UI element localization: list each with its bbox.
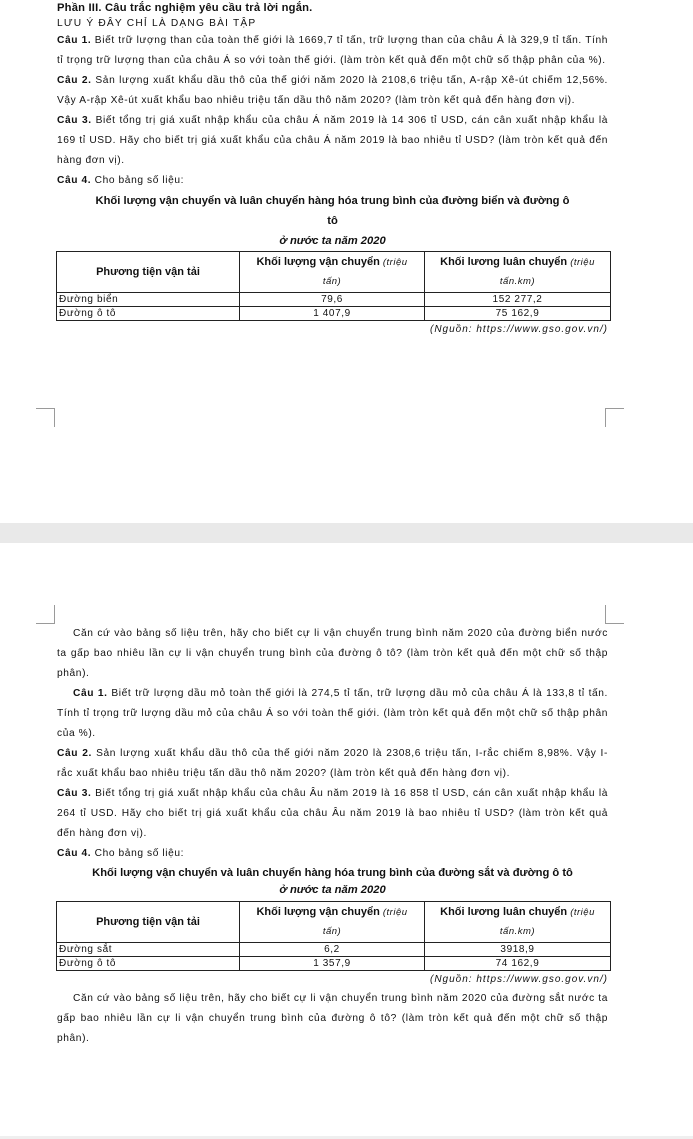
header-turnover [425, 252, 611, 293]
page-gap [0, 523, 693, 543]
header-volume-label: Khối lượng vận chuyển [256, 906, 380, 918]
question-4-text: Cho bảng số liệu: [91, 175, 185, 186]
table-1-title-line-3: ở nước ta năm 2020 [279, 235, 386, 247]
header-volume-unit-b: tấn) [322, 926, 342, 937]
header-volume-unit-a: (triệu [382, 907, 408, 918]
question-3-label: Câu 3. [57, 115, 92, 126]
question-1-text: Biết trữ lượng dầu mỏ toàn thế giới là 274,5 tỉ tấn, trữ lượng dầu mỏ của châu Á là 133,8 tỉ tấn. Tính tỉ trọng trữ lượng dầu mỏ của châu Á so với toàn thế giới. (làm tròn kết quả đến một chữ số thập phân của %). [57, 688, 608, 739]
page-2 [0, 543, 693, 1139]
row-name: Đường biển [57, 293, 240, 307]
question-1-label: Câu 1. [57, 35, 92, 46]
row-volume: 1 357,9 [240, 957, 425, 971]
page-2-content [57, 624, 608, 1049]
header-volume [240, 252, 425, 293]
table-header-row [57, 902, 611, 943]
page-corner-mark [36, 408, 55, 427]
table-row [57, 293, 611, 307]
page-1 [0, 0, 693, 523]
table-2-question: Căn cứ vào bảng số liệu trên, hãy cho biết cự li vận chuyển trung bình năm 2020 của đường sắt nước ta gấp bao nhiêu lần cự li vận chuyển trung bình của đường ô tô? (làm tròn kết quả đến một chữ số thập phân). [57, 993, 608, 1044]
header-transport: Phương tiện vận tải [57, 252, 240, 293]
page-corner-mark [605, 408, 624, 427]
question-2 [57, 71, 608, 111]
question-1-label: Câu 1. [73, 688, 108, 699]
header-turnover-unit-a: (triệu [570, 907, 595, 918]
question-4 [57, 171, 608, 191]
question-1 [57, 31, 608, 71]
header-turnover-unit-b: tấn.km) [499, 926, 536, 937]
table-2 [56, 901, 611, 971]
row-turnover: 152 277,2 [425, 293, 611, 307]
table-1 [56, 251, 611, 321]
question-4-label: Câu 4. [57, 175, 92, 186]
row-volume: 1 407,9 [240, 307, 425, 321]
row-name: Đường sắt [57, 943, 240, 957]
row-turnover: 75 162,9 [425, 307, 611, 321]
row-volume: 6,2 [240, 943, 425, 957]
header-turnover-label: Khối lương luân chuyển [440, 906, 568, 918]
table-row [57, 943, 611, 957]
row-name: Đường ô tô [57, 957, 240, 971]
question-2-text: Sản lượng xuất khẩu dầu thô của thế giới năm 2020 là 2108,6 triệu tấn, A-rập Xê-út chiếm 12,56%. Vậy A-rập Xê-út xuất khẩu bao nhiêu triệu tấn dầu thô năm 2020? (làm tròn kết quả đến hàng đơn vị). [57, 75, 608, 106]
header-transport: Phương tiện vận tải [57, 902, 240, 943]
row-name: Đường ô tô [57, 307, 240, 321]
question-2-label: Câu 2. [57, 75, 92, 86]
section-heading: Phần III. Câu trắc nghiệm yêu cầu trả lời ngắn. [57, 2, 313, 14]
table-2-title-line-2: ở nước ta năm 2020 [279, 884, 386, 896]
question-3 [57, 784, 608, 844]
table-header-row [57, 252, 611, 293]
table-row [57, 957, 611, 971]
table-1-source: (Nguồn: https://www.gso.gov.vn/) [430, 324, 608, 335]
exercise-note: LƯU Ý ĐÂY CHỈ LÀ DẠNG BÀI TẬP [57, 18, 257, 29]
header-volume-unit-a: (triệu [382, 257, 408, 268]
page-corner-mark [36, 605, 55, 624]
question-2 [57, 744, 608, 784]
question-3 [57, 111, 608, 171]
header-turnover-unit-b: tấn.km) [499, 276, 536, 287]
table-1-title-line-1: Khối lượng vận chuyển và luân chuyển hàng hóa trung bình của đường biển và đường ô [95, 195, 570, 207]
row-turnover: 74 162,9 [425, 957, 611, 971]
question-3-label: Câu 3. [57, 788, 92, 799]
header-volume-label: Khối lượng vận chuyển [256, 256, 380, 268]
question-3-text: Biết tổng trị giá xuất nhập khẩu của châu Âu năm 2019 là 16 858 tỉ USD, cán cân xuất nhập khẩu là 264 tỉ USD. Hãy cho biết trị giá xuất khẩu của châu Âu năm 2019 là bao nhiêu tỉ USD? (làm tròn kết quả đến hàng đơn vị). [57, 788, 608, 839]
table-2-title-line-1: Khối lượng vận chuyển và luân chuyển hàng hóa trung bình của đường sắt và đường ô tô [92, 867, 573, 879]
table-1-question: Căn cứ vào bảng số liệu trên, hãy cho biết cự li vận chuyển trung bình năm 2020 của đường biển nước ta gấp bao nhiêu lần cự li vận chuyển trung bình của đường ô tô? (làm tròn kết quả đến một chữ số thập phân). [57, 628, 608, 679]
header-turnover-unit-a: (triệu [570, 257, 595, 268]
question-4-text: Cho bảng số liệu: [91, 848, 185, 859]
question-2-label: Câu 2. [57, 748, 92, 759]
page-1-content [57, 2, 608, 339]
header-turnover [425, 902, 611, 943]
question-3-text: Biết tổng trị giá xuất nhập khẩu của châu Á năm 2019 là 14 306 tỉ USD, cán cân xuất nhập khẩu là 169 tỉ USD. Hãy cho biết trị giá xuất khẩu của châu Á năm 2019 là bao nhiêu tỉ USD? (làm tròn kết quả đến hàng đơn vị). [57, 115, 608, 166]
header-turnover-label: Khối lương luân chuyển [440, 256, 568, 268]
page-corner-mark [605, 605, 624, 624]
header-volume-unit-b: tấn) [322, 276, 342, 287]
question-2-text: Sản lượng xuất khẩu dầu thô của thế giới năm 2020 là 2308,6 triệu tấn, I-rắc chiếm 8,98%. Vậy I-rắc xuất khẩu bao nhiêu triệu tấn dầu thô năm 2020? (làm tròn kết quả đến hàng đơn vị). [57, 748, 608, 779]
question-4 [57, 844, 608, 864]
table-2-source: (Nguồn: https://www.gso.gov.vn/) [430, 974, 608, 985]
question-4-label: Câu 4. [57, 848, 92, 859]
table-row [57, 307, 611, 321]
question-1-text: Biết trữ lượng than của toàn thế giới là 1669,7 tỉ tấn, trữ lượng than của châu Á là 329,9 tỉ tấn. Tính tỉ trọng trữ lượng than của châu Á so với toàn thế giới. (làm tròn kết quả đến một chữ số thập phân của %). [57, 35, 608, 66]
table-1-title-line-2: tô [327, 215, 338, 227]
row-volume: 79,6 [240, 293, 425, 307]
row-turnover: 3918,9 [425, 943, 611, 957]
question-1 [57, 684, 608, 744]
header-volume [240, 902, 425, 943]
